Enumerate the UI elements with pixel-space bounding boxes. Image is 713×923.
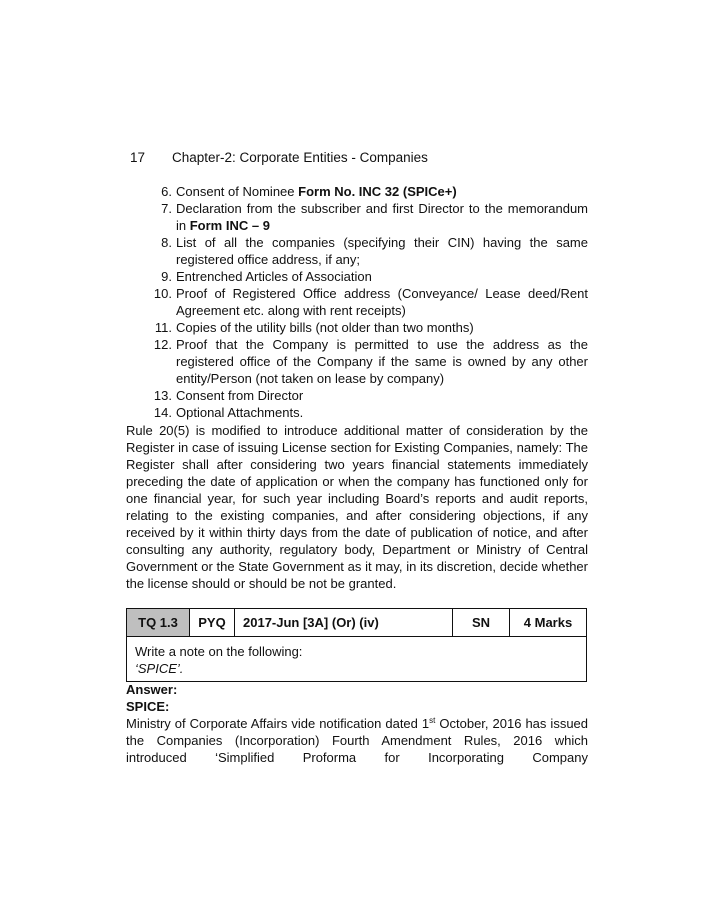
chapter-title: Chapter-2: Corporate Entities - Companies [172, 150, 428, 165]
list-item-text: Proof that the Company is permitted to use the address as the registered office of the Company if the same is owned by any other entity/Person (not taken on lease by company) [176, 337, 588, 386]
list-item-text: List of all the companies (specifying their CIN) having the same registered office address, if any; [176, 235, 588, 267]
list-item [148, 387, 588, 404]
question-exam: 2017-Jun [3A] (Or) (iv) [235, 609, 453, 637]
answer-heading: SPICE: [126, 699, 170, 714]
rule-paragraph: Rule 20(5) is modified to introduce additional matter of consideration by the Register in case of issuing License section for Existing Companies, namely: The Register shall after considering two years financial statements immediately preceding the date of application or when the company has functioned only for one financial year, for such year including Board’s reports and audit reports, relating to the existing companies, and after considering objections, if any received by it within thirty days from the date of publication of notice, and after consulting any authority, regulatory body, Department or Ministry of Central Government or the State Government as it may, in its discretion, decide whether the license should or should be not be granted. [126, 423, 588, 591]
list-item [148, 404, 588, 421]
list-item-number: 7. [161, 201, 172, 216]
question-text: Write a note on the following: [135, 644, 303, 659]
form-reference: Form No. INC 32 (SPICe+) [298, 184, 457, 199]
form-reference: Form INC – 9 [189, 218, 270, 233]
answer-paragraph [126, 715, 588, 766]
list-item-text: Entrenched Articles of Association [176, 269, 372, 284]
question-header-row [127, 609, 587, 637]
question-body-row [127, 637, 587, 682]
list-item-number: 6. [161, 184, 172, 199]
list-item-number: 8. [161, 235, 172, 250]
list-item-text: Consent from Director [176, 388, 304, 403]
list-item [148, 268, 588, 285]
question-source: PYQ [190, 609, 235, 637]
list-item-number: 12. [153, 337, 172, 352]
page-number: 17 [130, 150, 146, 165]
question-type: SN [453, 609, 510, 637]
answer-text-end: October, 2016 has issued the Companies (Incorporation) Fourth Amendment Rules, 2016 which introduced ‘Simplified Proforma for Incorporating Company [126, 716, 589, 765]
answer-label: Answer: [126, 682, 178, 697]
list-item-text: Declaration from the subscriber and first Director to the memorandum in [176, 201, 588, 233]
documents-list [148, 183, 588, 421]
page-header [130, 149, 428, 166]
list-item-number: 11. [154, 320, 172, 335]
list-item-text: Proof of Registered Office address (Conveyance/ Lease deed/Rent Agreement etc. along with rent receipts) [176, 286, 588, 318]
list-item-text: Consent of Nominee [176, 184, 299, 199]
question-number: TQ 1.3 [127, 609, 190, 637]
list-item [148, 234, 588, 268]
ordinal-suffix: st [429, 716, 436, 725]
list-item [148, 285, 588, 319]
list-item [148, 200, 588, 234]
question-body [127, 637, 587, 682]
question-table [126, 608, 587, 682]
list-item-number: 14. [153, 405, 172, 420]
list-item-text: Copies of the utility bills (not older than two months) [176, 320, 474, 335]
list-item-number: 9. [161, 269, 172, 284]
list-item [148, 183, 588, 200]
list-item-text: Optional Attachments. [176, 405, 304, 420]
list-item-number: 13. [153, 388, 172, 403]
list-item-number: 10. [153, 286, 172, 301]
question-marks: 4 Marks [510, 609, 587, 637]
answer-text-start: Ministry of Corporate Affairs vide notification dated 1 [126, 716, 430, 731]
question-topic: ‘SPICE’. [135, 661, 184, 676]
list-item [148, 336, 588, 387]
list-item [148, 319, 588, 336]
